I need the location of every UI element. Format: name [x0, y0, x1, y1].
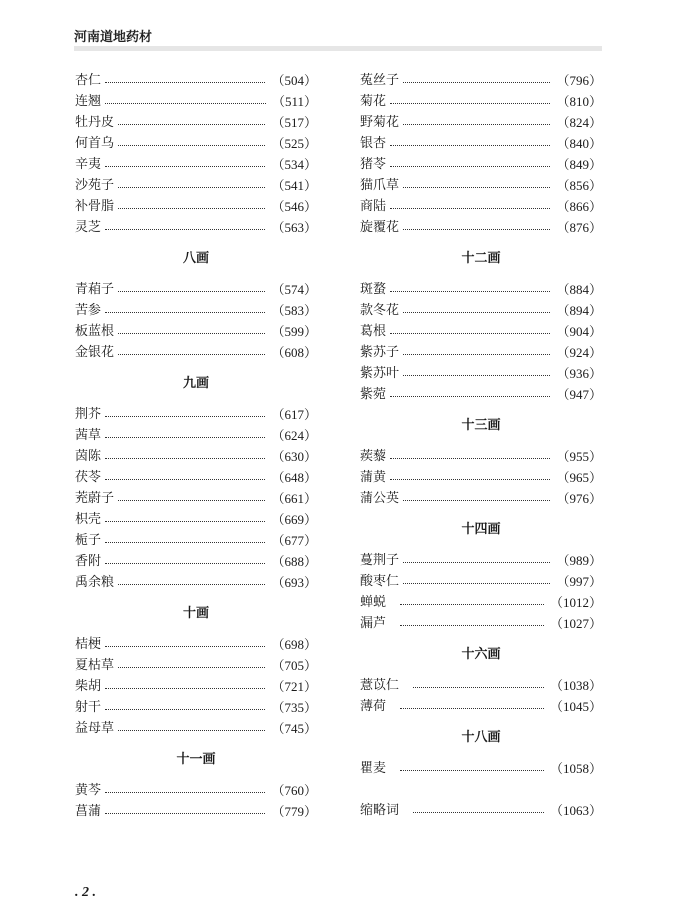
toc-entry[interactable]	[75, 572, 317, 593]
entry-page: （677）	[271, 533, 317, 548]
dot-leader	[400, 604, 544, 605]
entry-name: 斑蝥	[360, 282, 387, 297]
section-heading: 十六画	[461, 647, 501, 662]
entry-page: （760）	[271, 783, 317, 798]
entry-name: 夏枯草	[75, 658, 115, 673]
entry-page: （669）	[271, 512, 317, 527]
dot-leader	[105, 416, 265, 417]
dot-leader	[118, 500, 265, 501]
entry-name: 紫苏叶	[360, 366, 400, 381]
entry-name: 杏仁	[75, 73, 102, 88]
entry-name: 茯苓	[75, 470, 102, 485]
dot-leader	[105, 792, 265, 793]
entry-page: （563）	[271, 220, 317, 235]
entry-page: （989）	[556, 553, 602, 568]
toc-entry[interactable]	[360, 488, 602, 509]
toc-entry[interactable]	[75, 676, 317, 697]
book-title: 河南道地药材	[74, 30, 153, 45]
dot-leader	[390, 208, 550, 209]
entry-page: （955）	[556, 449, 602, 464]
spacer	[360, 779, 602, 800]
dot-leader	[400, 770, 544, 771]
entry-page: （904）	[556, 324, 602, 339]
entry-name: 茵陈	[75, 449, 102, 464]
toc-entry[interactable]	[360, 384, 602, 405]
toc-entry[interactable]	[75, 217, 317, 238]
entry-name: 猫爪草	[360, 178, 400, 193]
dot-leader	[105, 813, 265, 814]
entry-name: 金银花	[75, 345, 115, 360]
entry-name: 酸枣仁	[360, 574, 400, 589]
toc-entry[interactable]	[75, 446, 317, 467]
entry-name: 沙苑子	[75, 178, 115, 193]
entry-name: 漏芦	[360, 616, 387, 631]
toc-entry[interactable]	[360, 112, 602, 133]
dot-leader	[403, 583, 550, 584]
toc-entry[interactable]	[75, 718, 317, 739]
entry-page: （599）	[271, 324, 317, 339]
entry-page: （745）	[271, 721, 317, 736]
toc-entry[interactable]	[75, 801, 317, 822]
toc-entry[interactable]	[75, 780, 317, 801]
entry-page: （976）	[556, 491, 602, 506]
toc-entry[interactable]	[75, 300, 317, 321]
toc-entry[interactable]	[75, 154, 317, 175]
entry-page: （1045）	[549, 699, 602, 714]
dot-leader	[390, 479, 550, 480]
entry-page: （534）	[271, 157, 317, 172]
toc-entry[interactable]	[75, 342, 317, 363]
entry-name: 枳壳	[75, 512, 102, 527]
entry-page: （866）	[556, 199, 602, 214]
dot-leader	[413, 687, 544, 688]
toc-entry[interactable]	[360, 279, 602, 300]
section-heading: 十四画	[461, 522, 501, 537]
dot-leader	[118, 584, 265, 585]
toc-entry[interactable]	[75, 70, 317, 91]
section-heading: 十二画	[461, 251, 501, 266]
toc-entry[interactable]	[360, 592, 602, 613]
toc-entry[interactable]	[360, 300, 602, 321]
entry-page: （936）	[556, 366, 602, 381]
dot-leader	[105, 312, 265, 313]
dot-leader	[105, 103, 266, 104]
dot-leader	[105, 437, 265, 438]
toc-entry[interactable]	[360, 196, 602, 217]
dot-leader	[105, 458, 265, 459]
section-heading: 十画	[182, 606, 209, 621]
entry-name: 禹余粮	[75, 575, 115, 590]
toc-entry[interactable]	[75, 530, 317, 551]
dot-leader	[403, 187, 550, 188]
entry-page: （947）	[556, 387, 602, 402]
entry-name: 紫苏子	[360, 345, 400, 360]
dot-leader	[403, 229, 550, 230]
toc-entry[interactable]	[360, 550, 602, 571]
dot-leader	[390, 103, 550, 104]
entry-name: 补骨脂	[75, 199, 115, 214]
running-header	[74, 26, 602, 52]
entry-name: 野菊花	[360, 115, 400, 130]
entry-name: 茜草	[75, 428, 102, 443]
entry-page: （648）	[271, 470, 317, 485]
dot-leader	[105, 709, 265, 710]
dot-leader	[403, 312, 550, 313]
entry-name: 荆芥	[75, 407, 102, 422]
entry-name: 缩略词	[360, 803, 400, 818]
dot-leader	[105, 646, 265, 647]
entry-page: （856）	[556, 178, 602, 193]
entry-name: 银杏	[360, 136, 387, 151]
toc-entry[interactable]	[360, 467, 602, 488]
toc-entry[interactable]	[75, 551, 317, 572]
dot-leader	[105, 82, 265, 83]
dot-leader	[105, 166, 265, 167]
toc-right-column	[360, 70, 602, 821]
dot-leader	[118, 124, 265, 125]
entry-page: （617）	[271, 407, 317, 422]
entry-page: （965）	[556, 470, 602, 485]
entry-name: 商陆	[360, 199, 387, 214]
entry-page: （546）	[271, 199, 317, 214]
dot-leader	[403, 500, 550, 501]
toc-entry[interactable]	[360, 446, 602, 467]
entry-name: 辛夷	[75, 157, 102, 172]
entry-name: 蔓荆子	[360, 553, 400, 568]
section-heading: 十一画	[176, 752, 216, 767]
dot-leader	[118, 333, 265, 334]
toc-entry[interactable]	[75, 509, 317, 530]
entry-page: （840）	[556, 136, 602, 151]
toc-entry[interactable]	[360, 175, 602, 196]
toc-entry[interactable]	[75, 196, 317, 217]
toc-entry[interactable]	[360, 321, 602, 342]
entry-page: （1027）	[549, 616, 602, 631]
entry-page: （705）	[271, 658, 317, 673]
dot-leader	[390, 333, 550, 334]
entry-page: （1063）	[549, 803, 602, 818]
dot-leader	[413, 812, 544, 813]
entry-name: 瞿麦	[360, 761, 387, 776]
dot-leader	[390, 291, 550, 292]
toc-entry[interactable]	[360, 675, 602, 696]
entry-page: （721）	[271, 679, 317, 694]
entry-page: （698）	[271, 637, 317, 652]
toc-entry[interactable]	[360, 363, 602, 384]
entry-name: 益母草	[75, 721, 115, 736]
entry-page: （1012）	[549, 595, 602, 610]
section-heading: 九画	[182, 376, 209, 391]
entry-name: 茺蔚子	[75, 491, 115, 506]
entry-page: （511）	[271, 94, 317, 109]
entry-name: 射干	[75, 700, 102, 715]
entry-page: （525）	[271, 136, 317, 151]
toc-entry[interactable]	[360, 217, 602, 238]
dot-leader	[105, 542, 265, 543]
entry-name: 薏苡仁	[360, 678, 400, 693]
entry-page: （849）	[556, 157, 602, 172]
toc-entry[interactable]	[75, 467, 317, 488]
toc-entry[interactable]	[75, 279, 317, 300]
dot-leader	[403, 82, 550, 83]
toc-left-column	[75, 70, 317, 822]
toc-entry[interactable]	[75, 697, 317, 718]
dot-leader	[403, 375, 550, 376]
entry-name: 何首乌	[75, 136, 115, 151]
toc-entry[interactable]	[360, 800, 602, 821]
entry-page: （688）	[271, 554, 317, 569]
entry-name: 蒺藜	[360, 449, 387, 464]
dot-leader	[105, 479, 265, 480]
entry-page: （997）	[556, 574, 602, 589]
page-number: . 2 .	[75, 885, 96, 900]
dot-leader	[390, 458, 550, 459]
toc-entry[interactable]	[360, 91, 602, 112]
entry-page: （504）	[271, 73, 317, 88]
entry-page: （884）	[556, 282, 602, 297]
entry-name: 菖蒲	[75, 804, 102, 819]
entry-page: （693）	[271, 575, 317, 590]
dot-leader	[105, 521, 265, 522]
dot-leader	[118, 667, 265, 668]
toc-entry[interactable]	[75, 175, 317, 196]
entry-page: （541）	[271, 178, 317, 193]
entry-name: 款冬花	[360, 303, 400, 318]
entry-name: 连翘	[75, 94, 102, 109]
toc-entry[interactable]	[75, 634, 317, 655]
entry-page: （1038）	[549, 678, 602, 693]
dot-leader	[118, 187, 265, 188]
entry-name: 蒲黄	[360, 470, 387, 485]
entry-name: 菟丝子	[360, 73, 400, 88]
entry-name: 苦参	[75, 303, 102, 318]
entry-page: （810）	[556, 94, 602, 109]
header-rule	[74, 46, 602, 51]
dot-leader	[118, 730, 265, 731]
entry-page: （661）	[271, 491, 317, 506]
toc-entry[interactable]	[360, 133, 602, 154]
entry-page: （1058）	[549, 761, 602, 776]
entry-page: （894）	[556, 303, 602, 318]
entry-page: （824）	[556, 115, 602, 130]
section-heading: 十八画	[461, 730, 501, 745]
dot-leader	[105, 688, 265, 689]
toc-entry[interactable]	[75, 112, 317, 133]
entry-page: （583）	[271, 303, 317, 318]
toc-entry[interactable]	[75, 488, 317, 509]
dot-leader	[403, 124, 550, 125]
entry-page: （876）	[556, 220, 602, 235]
toc-entry[interactable]	[75, 321, 317, 342]
entry-page: （779）	[271, 804, 317, 819]
entry-page: （574）	[271, 282, 317, 297]
dot-leader	[390, 166, 550, 167]
entry-name: 紫菀	[360, 387, 387, 402]
entry-name: 青葙子	[75, 282, 115, 297]
section-heading: 八画	[182, 251, 209, 266]
entry-page: （517）	[271, 115, 317, 130]
entry-page: （608）	[271, 345, 317, 360]
toc-entry[interactable]	[360, 571, 602, 592]
entry-name: 薄荷	[360, 699, 387, 714]
entry-page: （796）	[556, 73, 602, 88]
toc-entry[interactable]	[75, 133, 317, 154]
section-heading: 十三画	[461, 418, 501, 433]
entry-name: 灵芝	[75, 220, 102, 235]
dot-leader	[403, 354, 550, 355]
entry-page: （735）	[271, 700, 317, 715]
toc-entry[interactable]	[75, 655, 317, 676]
entry-name: 牡丹皮	[75, 115, 115, 130]
entry-name: 蒲公英	[360, 491, 400, 506]
dot-leader	[118, 354, 265, 355]
toc-entry[interactable]	[75, 404, 317, 425]
entry-name: 板蓝根	[75, 324, 115, 339]
dot-leader	[390, 396, 550, 397]
entry-name: 猪苓	[360, 157, 387, 172]
toc-entry[interactable]	[360, 342, 602, 363]
entry-name: 蝉蜕	[360, 595, 387, 610]
toc-entry[interactable]	[75, 425, 317, 446]
dot-leader	[118, 145, 265, 146]
toc-entry[interactable]	[360, 70, 602, 91]
entry-page: （624）	[271, 428, 317, 443]
toc-entry[interactable]	[360, 613, 602, 634]
dot-leader	[118, 208, 265, 209]
entry-page: （924）	[556, 345, 602, 360]
dot-leader	[400, 625, 544, 626]
entry-name: 柴胡	[75, 679, 102, 694]
toc-entry[interactable]	[360, 758, 602, 779]
dot-leader	[118, 291, 265, 292]
entry-name: 桔梗	[75, 637, 102, 652]
dot-leader	[390, 145, 550, 146]
entry-page: （630）	[271, 449, 317, 464]
toc-entry[interactable]	[75, 91, 317, 112]
entry-name: 旋覆花	[360, 220, 400, 235]
entry-name: 栀子	[75, 533, 102, 548]
entry-name: 菊花	[360, 94, 387, 109]
entry-name: 葛根	[360, 324, 387, 339]
dot-leader	[400, 708, 544, 709]
toc-entry[interactable]	[360, 696, 602, 717]
dot-leader	[105, 229, 265, 230]
dot-leader	[403, 562, 550, 563]
dot-leader	[105, 563, 265, 564]
entry-name: 香附	[75, 554, 102, 569]
entry-name: 黄芩	[75, 783, 102, 798]
toc-entry[interactable]	[360, 154, 602, 175]
